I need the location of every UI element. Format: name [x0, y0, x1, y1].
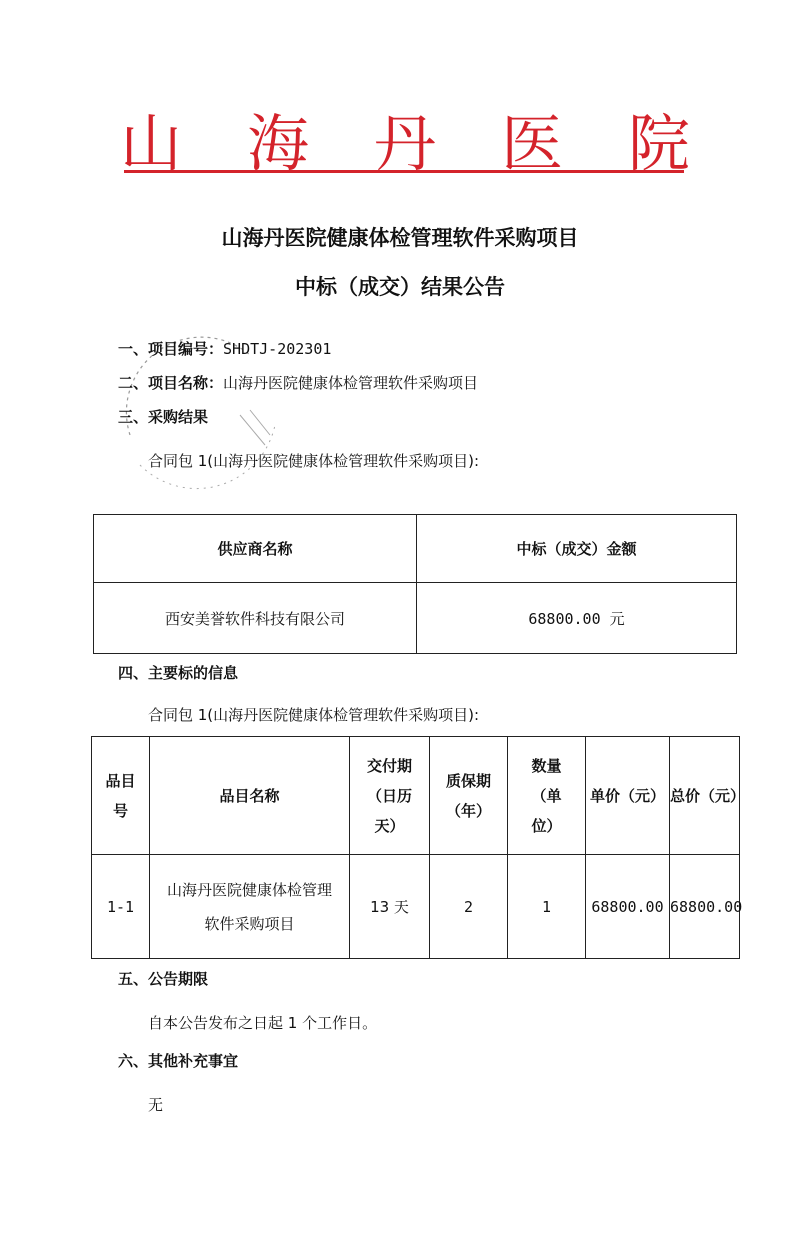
table-header-row — [92, 737, 740, 855]
main-items-heading: 四、主要标的信息 — [118, 664, 239, 682]
total-price-cell: 68800.00 — [670, 855, 740, 959]
letterhead-char: 山 — [120, 107, 183, 180]
supplier-header: 供应商名称 — [94, 515, 417, 583]
table-row — [94, 583, 737, 654]
document-subtitle: 中标（成交）结果公告 — [295, 275, 505, 299]
quantity-cell: 1 — [508, 855, 586, 959]
letterhead-divider — [124, 170, 684, 173]
letterhead-char: 丹 — [373, 107, 436, 180]
result-table — [93, 514, 737, 654]
header-line: 质保期 — [445, 771, 491, 790]
warranty-cell: 2 — [430, 855, 508, 959]
project-name-value: 山海丹医院健康体检管理软件采购项目 — [223, 374, 479, 392]
project-number-value: SHDTJ-202301 — [223, 340, 332, 358]
item-no-cell: 1-1 — [92, 855, 150, 959]
amount-header: 中标（成交）金额 — [417, 515, 737, 583]
unit-price-cell: 68800.00 — [586, 855, 670, 959]
announcement-period-text: 自本公告发布之日起 1 个工作日。 — [148, 1014, 378, 1032]
project-number-line — [118, 338, 331, 359]
item-no-header — [92, 737, 150, 855]
header-line: （年） — [445, 801, 491, 820]
letterhead-char: 院 — [627, 107, 690, 180]
item-name-cell — [150, 855, 350, 959]
warranty-header — [430, 737, 508, 855]
procurement-result-heading: 三、采购结果 — [118, 408, 209, 426]
other-matters-text: 无 — [148, 1096, 164, 1114]
project-name-label: 二、项目名称： — [118, 374, 224, 392]
item-name-line: 山海丹医院健康体检管理 — [166, 880, 332, 899]
item-name-header: 品目名称 — [150, 737, 350, 855]
items-table — [91, 736, 746, 959]
header-line: 天） — [374, 816, 405, 835]
header-line: 品目 — [105, 771, 136, 790]
supplier-cell: 西安美誉软件科技有限公司 — [94, 583, 417, 654]
amount-cell: 68800.00 元 — [417, 583, 737, 654]
unit-price-header: 单价（元） — [586, 737, 670, 855]
project-number-label: 一、项目编号： — [118, 340, 224, 358]
result-package-line: 合同包 1(山海丹医院健康体检管理软件采购项目): — [148, 452, 480, 470]
header-line: 交付期 — [366, 756, 412, 775]
header-line: 号 — [112, 801, 128, 820]
item-name-line: 软件采购项目 — [204, 914, 295, 933]
quantity-header — [508, 737, 586, 855]
items-package-line: 合同包 1(山海丹医院健康体检管理软件采购项目): — [148, 706, 480, 724]
other-matters-heading: 六、其他补充事宜 — [118, 1052, 239, 1070]
letterhead-char: 医 — [500, 107, 563, 180]
header-line: 位） — [531, 816, 562, 835]
project-name-line — [118, 372, 478, 393]
header-line: （单 — [531, 786, 562, 805]
delivery-header — [350, 737, 430, 855]
delivery-cell: 13 天 — [350, 855, 430, 959]
table-row — [92, 855, 740, 959]
announcement-period-heading: 五、公告期限 — [118, 970, 209, 988]
document-title: 山海丹医院健康体检管理软件采购项目 — [221, 226, 579, 250]
table-header-row — [94, 515, 737, 583]
total-price-header: 总价（元） — [670, 737, 740, 855]
header-line: 数量 — [531, 756, 562, 775]
letterhead-char: 海 — [246, 107, 309, 180]
header-line: （日历 — [366, 786, 412, 805]
